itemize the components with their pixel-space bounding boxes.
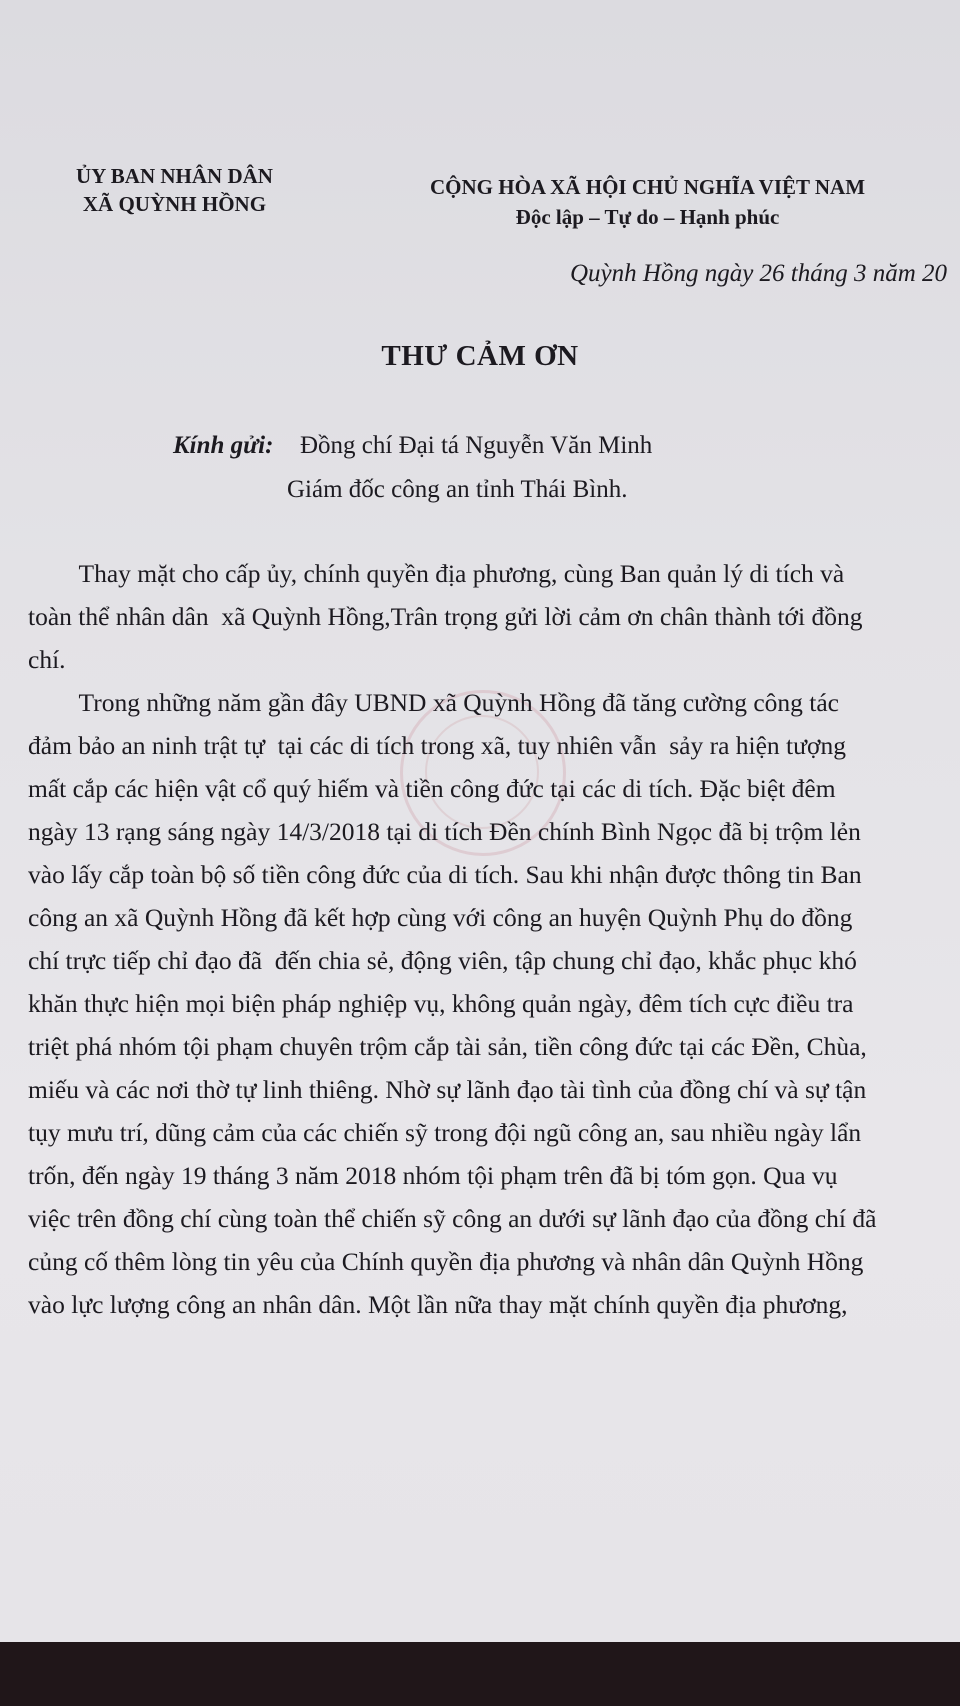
issuer-line-1: ỦY BAN NHÂN DÂN xyxy=(76,164,273,188)
paragraph-line: miếu và các nơi thờ tự linh thiêng. Nhờ sự lãnh đạo tài tình của đồng chí và sự tận xyxy=(28,1075,867,1104)
national-title: CỘNG HÒA XÃ HỘI CHỦ NGHĨA VIỆT NAM xyxy=(430,175,866,199)
recipient-label: Kính gửi: xyxy=(173,432,274,459)
paragraph-line: công an xã Quỳnh Hồng đã kết hợp cùng với công an huyện Quỳnh Phụ do đồng xyxy=(28,903,853,932)
paragraph-line: vào lấy cắp toàn bộ số tiền công đức của di tích. Sau khi nhận được thông tin Ban xyxy=(28,860,862,889)
table-surface xyxy=(0,1642,960,1706)
document-title: THƯ CẢM ƠN xyxy=(381,340,579,372)
paragraph-line: ngày 13 rạng sáng ngày 14/3/2018 tại di tích Đền chính Bình Ngọc đã bị trộm lẻn xyxy=(28,817,861,846)
issuer-line-2: XÃ QUỲNH HỒNG xyxy=(82,192,267,216)
recipient-name: Đồng chí Đại tá Nguyễn Văn Minh xyxy=(300,432,653,459)
place-date: Quỳnh Hồng ngày 26 tháng 3 năm 20 xyxy=(570,260,948,287)
paragraph-line: vào lực lượng công an nhân dân. Một lần nữa thay mặt chính quyền địa phương, xyxy=(28,1290,848,1319)
paragraph-line: trốn, đến ngày 19 tháng 3 năm 2018 nhóm tội phạm trên đã bị tóm gọn. Qua vụ xyxy=(28,1161,838,1190)
paragraph-2 xyxy=(28,681,933,1326)
paragraph-line: khăn thực hiện mọi biện pháp nghiệp vụ, không quản ngày, đêm tích cực điều tra xyxy=(28,989,854,1018)
paragraph-line: triệt phá nhóm tội phạm chuyên trộm cắp tài sản, tiền công đức tại các Đền, Chùa, xyxy=(28,1032,867,1061)
recipient-position: Giám đốc công an tỉnh Thái Bình. xyxy=(287,476,628,503)
national-motto: Độc lập – Tự do – Hạnh phúc xyxy=(515,205,780,229)
paragraph-line: tụy mưu trí, dũng cảm của các chiến sỹ trong đội ngũ công an, sau nhiều ngày lẩn xyxy=(28,1118,862,1147)
paragraph-line: Trong những năm gần đây UBND xã Quỳnh Hồng đã tăng cường công tác xyxy=(28,688,839,717)
paragraph-line: chí trực tiếp chỉ đạo đã đến chia sẻ, động viên, tập chung chỉ đạo, khắc phục khó xyxy=(28,946,857,975)
paragraph-line: việc trên đồng chí cùng toàn thể chiến sỹ công an dưới sự lãnh đạo của đồng chí đã xyxy=(28,1204,877,1233)
national-header xyxy=(430,172,865,232)
paragraph-line: chí. xyxy=(28,645,66,674)
paragraph-line: Thay mặt cho cấp ủy, chính quyền địa phương, cùng Ban quản lý di tích và xyxy=(28,559,845,588)
paragraph-1 xyxy=(28,552,933,681)
paragraph-line: củng cố thêm lòng tin yêu của Chính quyền địa phương và nhân dân Quỳnh Hồng xyxy=(28,1247,864,1276)
paragraph-line: toàn thể nhân dân xã Quỳnh Hồng,Trân trọng gửi lời cảm ơn chân thành tới đồng xyxy=(28,602,863,631)
paragraph-line: mất cắp các hiện vật cổ quý hiếm và tiền công đức tại các di tích. Đặc biệt đêm xyxy=(28,774,836,803)
issuer-header xyxy=(76,162,273,218)
paragraph-line: đảm bảo an ninh trật tự tại các di tích trong xã, tuy nhiên vẫn sảy ra hiện tượng xyxy=(28,731,846,760)
